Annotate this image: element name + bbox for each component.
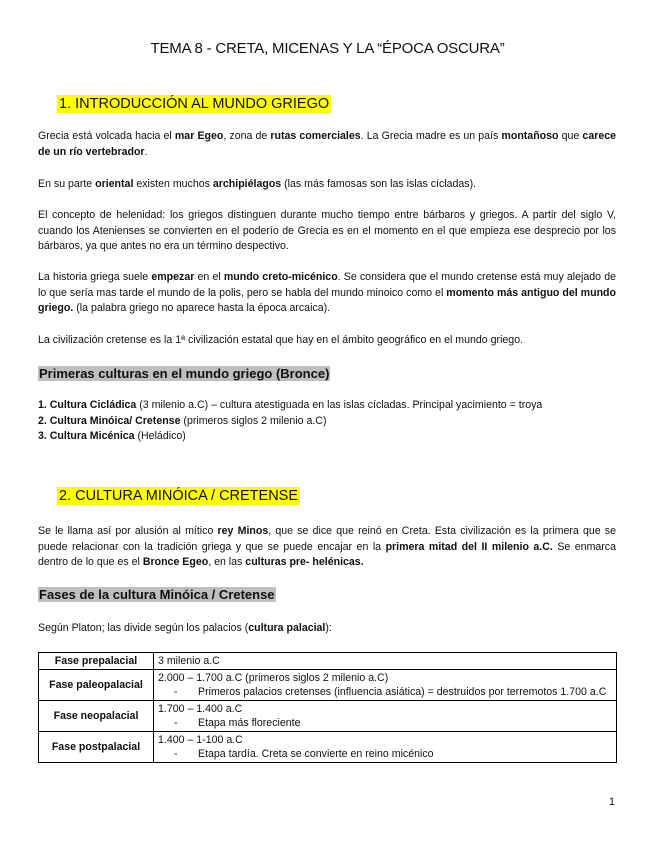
- phase-name: Fase postpalacial: [39, 732, 154, 763]
- list-item: 1. Cultura Cicládica (3 milenio a.C) – cultura atestiguada en las islas cícladas. Principal yacimiento = troya: [38, 399, 543, 411]
- table-row: [39, 732, 617, 763]
- phases-table: [38, 652, 617, 763]
- paragraph-historia-griega: La historia griega suele empezar en el mundo creto-micénico. Se considera que el mundo cretense está muy alejado de lo que sería mas tarde el mundo de la polis, pero se habla del mundo minoico como el momento más antiguo del mundo griego. (la palabra griego no aparece hasta la época arcaica).: [38, 271, 617, 315]
- document-title: TEMA 8 - CRETA, MICENAS Y LA “ÉPOCA OSCURA”: [150, 40, 505, 57]
- subheading-primeras-culturas: Primeras culturas en el mundo griego (Bronce): [39, 366, 330, 381]
- phase-description: 1.700 – 1.400 a.C - Etapa más floreciente: [154, 701, 617, 732]
- paragraph-oriental: En su parte oriental existen muchos archipiélagos (las más famosas son las islas cícladas).: [38, 178, 477, 190]
- paragraph-segun-platon: Según Platon; las divide según los palacios (cultura palacial):: [38, 622, 332, 634]
- list-culturas: [38, 398, 616, 445]
- list-item: 3. Cultura Micénica (Heládico): [38, 430, 186, 443]
- list-item: 2. Cultura Minóica/ Cretense (primeros siglos 2 milenio a.C): [38, 414, 327, 427]
- table-row: [39, 701, 617, 732]
- phase-description: 1.400 – 1-100 a.C - Etapa tardía. Creta se convierte en reino micénico: [154, 732, 617, 763]
- phase-description: 2.000 – 1.700 a.C (primeros siglos 2 milenio a.C) - Primeros palacios cretenses (influencia asiática) = destruidos por terremotos 1.700 a.C: [154, 670, 617, 701]
- section-heading-cultura-minoica: 2. CULTURA MINÓICA / CRETENSE: [59, 488, 299, 504]
- table-row: [39, 670, 617, 701]
- paragraph-rey-minos: Se le llama así por alusión al mítico rey Minos, que se dice que reinó en Creta. Esta civilización es la primera que se puede relacionar con la tradición griega y que se puede encajar en la primera mitad del II milenio a.C. Se enmarca dentro de lo que es el Bronce Egeo, en las culturas pre- helénicas.: [38, 525, 616, 569]
- paragraph-grecia-egeo: Grecia está volcada hacia el mar Egeo, zona de rutas comerciales. La Grecia madre es un país montañoso que carece de un río vertebrador.: [38, 130, 617, 158]
- section-heading-introduccion: 1. INTRODUCCIÓN AL MUNDO GRIEGO: [59, 96, 330, 112]
- subheading-fases: Fases de la cultura Minóica / Cretense: [39, 587, 275, 602]
- phase-name: Fase paleopalacial: [39, 670, 154, 701]
- table-row: [39, 653, 617, 670]
- phase-description: 3 milenio a.C: [154, 653, 617, 670]
- phase-name: Fase prepalacial: [39, 653, 154, 670]
- paragraph-helenidad: El concepto de helenidad: los griegos distinguen durante mucho tiempo entre bárbaros y griegos. A partir del siglo V, cuando los Atenienses se convierten en el poderío de Grecia es en el momento en el que empieza ese desprecio por los bárbaros, ya que antes no era un término despectivo.: [38, 209, 616, 253]
- page-number: 1: [608, 796, 615, 808]
- phase-name: Fase neopalacial: [39, 701, 154, 732]
- paragraph-civilizacion-cretense: La civilización cretense es la 1ª civilización estatal que hay en el ámbito geográfico en el mundo griego.: [38, 334, 524, 346]
